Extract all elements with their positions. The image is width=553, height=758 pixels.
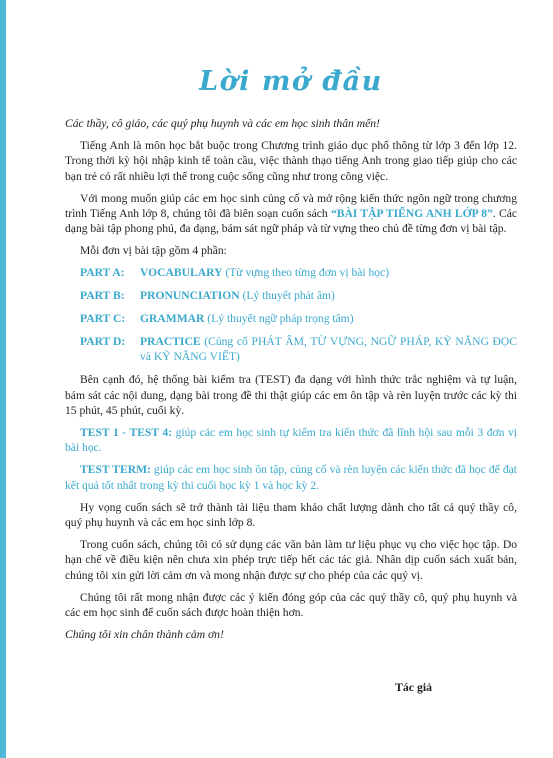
book-title: “BÀI TẬP TIẾNG ANH LỚP 8” [330, 207, 493, 221]
paragraph-sources: Trong cuốn sách, chúng tôi có sử dụng các văn bản làm tư liệu phục vụ cho việc học tập. Do hạn chế về điều kiện nên chưa xin phép trực tiếp hết các tác giả. Nhân dịp cuốn sách xuất bản, chúng tôi xin gửi lời cảm ơn và mong nhận được sự cho phép của các quý vị. [65, 537, 517, 582]
paragraph-book: Với mong muốn giúp các em học sinh củng cố và mở rộng kiến thức ngôn ngữ trong chương trình Tiếng Anh lớp 8, chúng tôi đã biên soạn cuốn sách “BÀI TẬP TIẾNG ANH LỚP 8”. Các dạng bài tập phong phú, đa dạng, bám sát ngữ pháp và từ vựng theo chủ đề từng đơn vị bài tập. [65, 191, 517, 236]
part-name: GRAMMAR [140, 312, 205, 326]
paragraph-tests: Bên cạnh đó, hệ thống bài kiểm tra (TEST) đa dạng với hình thức trắc nghiệm và tự luận, bám sát các nội dung, dạng bài trong đề thi thật giúp các em ôn tập và rèn luyện trước các kỳ thi 15 phút, 45 phút, cuối kỳ. [65, 373, 517, 418]
list-item [65, 288, 517, 303]
test-label: TEST TERM: [80, 463, 151, 477]
part-desc: (Lý thuyết phát âm) [239, 289, 335, 303]
test-1-4-note [65, 425, 517, 456]
part-desc: (Củng cố PHÁT ÂM, TỪ VỰNG, NGỮ PHÁP, KỸ NĂNG ĐỌC và KỸ NĂNG VIẾT) [140, 334, 517, 364]
list-item [65, 311, 517, 326]
greeting: Các thầy, cô giáo, các quý phụ huynh và các em học sinh thân mến! [65, 117, 380, 130]
thanks-line: Chúng tôi xin chân thành cảm ơn! [65, 627, 224, 641]
part-label: PART A: [80, 266, 125, 280]
part-name: PRACTICE [140, 334, 201, 348]
paragraph-hope: Hy vọng cuốn sách sẽ trở thành tài liệu tham khảo chất lượng dành cho tất cả quý thầy cô, quý phụ huynh và các em học sinh lớp 8. [65, 500, 517, 530]
list-item [65, 265, 517, 280]
part-name: VOCABULARY [140, 266, 223, 280]
author-signature: Tác giả [395, 680, 433, 694]
left-margin-bar [0, 0, 6, 758]
part-name: PRONUNCIATION [140, 289, 240, 303]
page-title: Lời mở đầu [199, 66, 383, 97]
part-desc: (Từ vựng theo từng đơn vị bài học) [222, 266, 390, 280]
parts-list [65, 265, 517, 365]
part-label: PART D: [80, 334, 126, 348]
part-label: PART C: [80, 312, 126, 326]
units-intro: Mỗi đơn vị bài tập gồm 4 phần: [80, 244, 227, 258]
test-label: TEST 1 - TEST 4: [80, 426, 173, 439]
paragraph-feedback: Chúng tôi rất mong nhận được các ý kiến đóng góp của các quý thầy cô, quý phụ huynh và các em học sinh để cuốn sách được hoàn thiện hơn. [65, 590, 517, 620]
test-term-note [65, 462, 517, 493]
preface-body [65, 116, 517, 649]
paragraph-intro: Tiếng Anh là môn học bắt buộc trong Chương trình giáo dục phổ thông từ lớp 3 đến lớp 12. Trong thời kỳ hội nhập kinh tế toàn cầu, việc thành thạo tiếng Anh trong giao tiếp giúp cho các bạn trẻ có rất nhiều lợi thế trong cuộc sống cũng như trong công việc. [65, 138, 517, 183]
test-text: giúp các em học sinh tự kiểm tra kiến thức đã lĩnh hội sau mỗi 3 đơn vị bài học. [65, 426, 517, 455]
part-desc: (Lý thuyết ngữ pháp trọng tâm) [204, 312, 354, 326]
list-item [65, 334, 517, 365]
test-text: giúp các em học sinh ôn tập, củng cố và rèn luyện các kiến thức đã học để đạt kết quả tốt nhất trong kỳ thi cuối học kỳ 1 và học kỳ 2. [65, 463, 517, 492]
part-label: PART B: [80, 289, 125, 303]
